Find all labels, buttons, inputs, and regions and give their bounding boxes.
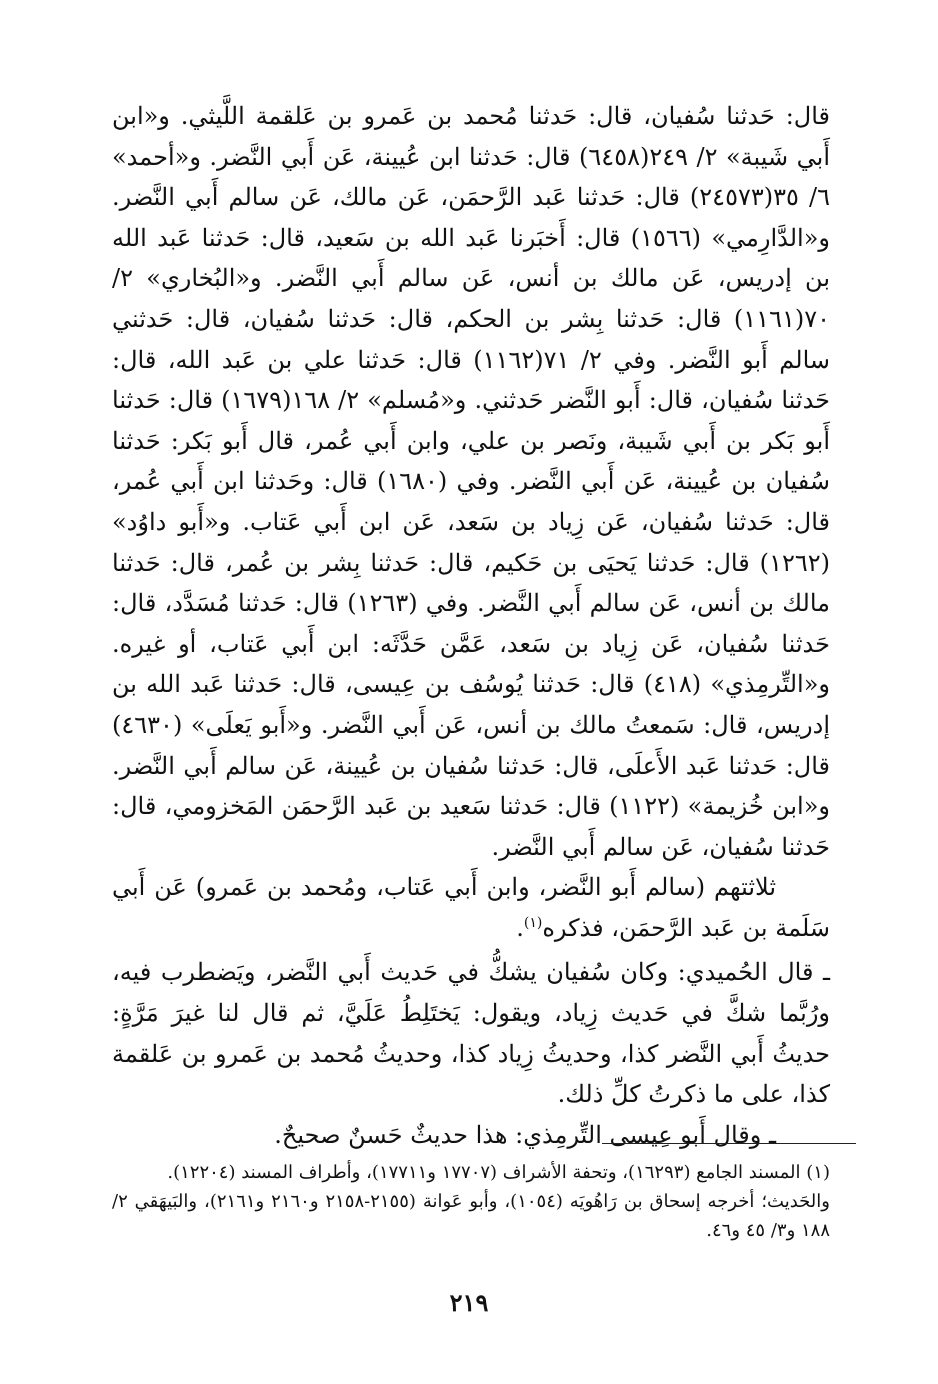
humaydi-comment: ـ قال الحُميدي: وكان سُفيان يشكُّ في حَديث أَبي النَّضر، ويَضطرب فيه، ورُبَّما شكَّ في حَديث زِياد، ويقول: يَختَلِطُ عَلَيَّ، ثم قال لنا غيرَ مَرَّةٍ: حديثُ أَبي النَّضر كذا، وحديثُ زِياد كذا، وحديثُ مُحمد بن عَمرو بن عَلقمة كذا، على ما ذكرتُ كلِّ ذلك. (112, 958, 830, 1109)
page-number: ٢١٩ (449, 1288, 489, 1317)
hadith-sources-paragraph: قال: حَدثنا سُفيان، قال: حَدثنا مُحمد بن عَمرو بن عَلقمة اللَّيثي. و«ابن أَبي شَيبة» ٢/ ٢٤٩(٦٤٥٨) قال: حَدثنا ابن عُيينة، عَن أَبي النَّضر. و«أحمد» ٦/ ٣٥(٢٤٥٧٣) قال: حَدثنا عَبد الرَّحمَن، عَن مالك، عَن سالم أَبي النَّضر. و«الدَّارِمي» (١٥٦٦) قال: أَخبَرنا عَبد الله بن سَعيد، قال: حَدثنا عَبد الله بن إدريس، عَن مالك بن أنس، عَن سالم أَبي النَّضر. و«البُخاري» ٢/ ٧٠(١١٦١) قال: حَدثنا بِشر بن الحكم، قال: حَدثنا سُفيان، قال: حَدثني سالم أَبو النَّضر. وفي ٢/ ٧١(١١٦٢) قال: حَدثنا علي بن عَبد الله، قال: حَدثنا سُفيان، قال: أَبو النَّضر حَدثني. و«مُسلم» ٢/ ١٦٨(١٦٧٩) قال: حَدثنا أَبو بَكر بن أَبي شَيبة، ونَصر بن علي، وابن أَبي عُمر، قال أَبو بَكر: حَدثنا سُفيان بن عُيينة، عَن أَبي النَّضر. وفي (١٦٨٠) قال: وحَدثنا ابن أَبي عُمر، قال: حَدثنا سُفيان، عَن زِياد بن سَعد، عَن ابن أَبي عَتاب. و«أَبو داوُد» (١٢٦٢) قال: حَدثنا يَحيَى بن حَكيم، قال: حَدثنا بِشر بن عُمر، قال: حَدثنا مالك بن أنس، عَن سالم أَبي النَّضر. وفي (١٢٦٣) قال: حَدثنا مُسَدَّد، قال: حَدثنا سُفيان، عَن زِياد بن سَعد، عَمَّن حَدَّثَه: ابن أَبي عَتاب، أو غيره. و«التِّرمِذي» (٤١٨) قال: حَدثنا يُوسُف بن عِيسى، قال: حَدثنا عَبد الله بن إدريس، قال: سَمعتُ مالك بن أنس، عَن أَبي النَّضر. و«أَبو يَعلَى» (٤٦٣٠) قال: حَدثنا عَبد الأَعلَى، قال: حَدثنا سُفيان بن عُيينة، عَن سالم أَبي النَّضر. و«ابن خُزيمة» (١١٢٢) قال: حَدثنا سَعيد بن عَبد الرَّحمَن المَخزومي، قال: حَدثنا سُفيان، عَن سالم أَبي النَّضر. (112, 102, 831, 861)
footnotes (112, 1158, 830, 1245)
footnote-divider (602, 1143, 856, 1144)
footnote-reference: (١) (523, 914, 543, 931)
footnote-1: (١) المسند الجامع (١٦٢٩٣)، وتحفة الأشراف (١٧٧٠٧ و١٧٧١١)، وأطراف المسند (١٢٢٠٤). (167, 1162, 830, 1183)
chain-summary-text: ثلاثتهم (سالم أَبو النَّضر، وابن أَبي عَتاب، ومُحمد بن عَمرو) عَن أَبي سَلَمة بن عَبد الرَّحمَن، فذكره (112, 873, 830, 942)
chain-summary-paragraph (112, 867, 830, 948)
tirmidhi-comment: ـ وقال أَبو عِيسى التِّرمِذي: هذا حديثٌ حَسنٌ صحيحٌ. (274, 1120, 776, 1149)
main-text (112, 96, 830, 1155)
paragraph-end-mark: . (516, 913, 524, 942)
footnote-continuation: والحَديث؛ أخرجه إسحاق بن رَاهُويَه (١٠٥٤)، وأبو عَوانة (٢١٥٥-٢١٥٨ و٢١٦٠ و٢١٦١)، والبَيهَقي ٢/ ١٨٨ و٣/ ٤٥ و٤٦. (112, 1191, 830, 1241)
